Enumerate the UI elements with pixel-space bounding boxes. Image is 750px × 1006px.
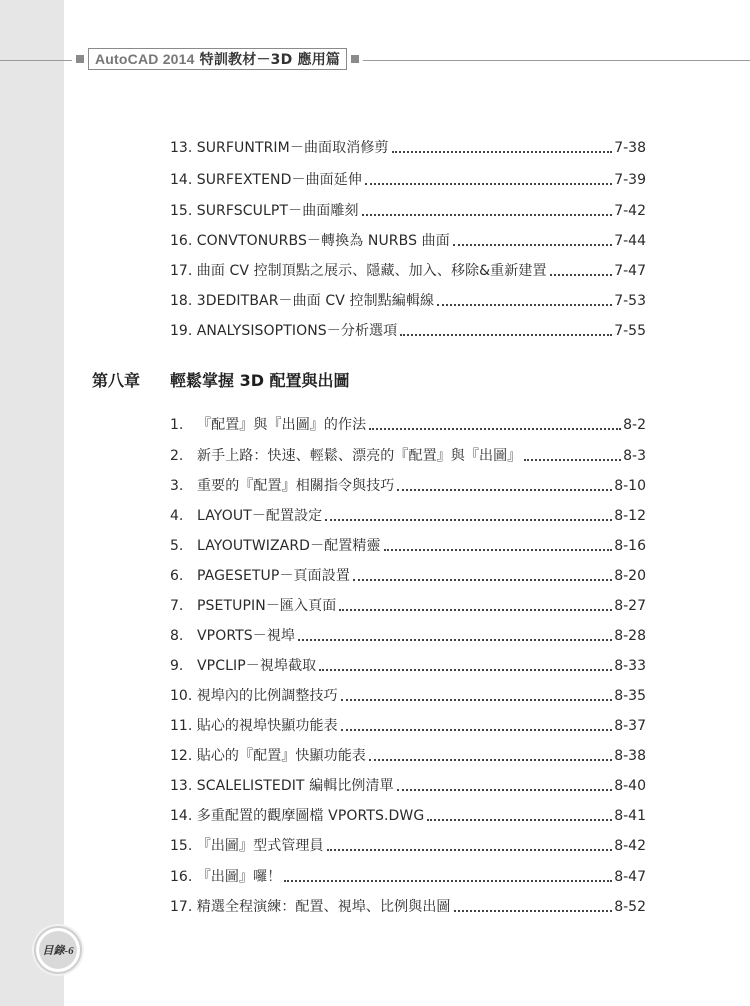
leader-dots <box>369 428 621 430</box>
entry-number: 19. <box>170 323 193 339</box>
entry-number: 17. <box>170 263 193 279</box>
entry-page: 8-28 <box>614 628 646 644</box>
toc-entry <box>170 685 646 705</box>
leader-dots <box>298 639 612 641</box>
leader-dots <box>550 274 613 276</box>
entry-page: 8-37 <box>614 718 646 734</box>
leader-dots <box>341 699 613 701</box>
entry-title: 『配置』與『出圖』的作法 <box>197 417 367 433</box>
toc-entry <box>170 775 646 795</box>
entry-title: LAYOUTWIZARD－配置精靈 <box>197 538 381 554</box>
entry-page: 7-38 <box>614 140 646 156</box>
toc-entry <box>170 320 646 340</box>
entry-number: 15. <box>170 203 193 219</box>
header-square-left <box>76 55 84 63</box>
entry-page: 8-33 <box>614 658 646 674</box>
entry-number: 13. <box>170 140 193 156</box>
toc-entry <box>170 565 646 585</box>
toc-entry <box>170 414 646 434</box>
running-header <box>72 47 363 71</box>
toc-entry <box>170 230 646 250</box>
entry-title: SURFEXTEND－曲面延伸 <box>196 172 362 188</box>
entry-page: 8-42 <box>614 838 646 854</box>
leader-dots <box>325 519 612 521</box>
left-margin-strip <box>0 0 64 1006</box>
entry-title: 新手上路：快速、輕鬆、漂亮的『配置』與『出圖』 <box>197 448 522 464</box>
toc-entry <box>170 866 646 886</box>
toc-entry <box>170 475 646 495</box>
entry-page: 8-2 <box>623 417 646 433</box>
toc-entry <box>170 137 646 157</box>
toc-entry <box>170 805 646 825</box>
chapter-label: 第八章 <box>92 371 141 390</box>
entry-title: 重要的『配置』相關指令與技巧 <box>197 478 395 494</box>
header-square-right <box>351 55 359 63</box>
toc-entry <box>170 595 646 615</box>
entry-number: 10. <box>170 688 193 704</box>
toc-entry <box>170 625 646 645</box>
entry-page: 8-10 <box>614 478 646 494</box>
entry-title: CONVTONURBS－轉換為 NURBS 曲面 <box>196 233 450 249</box>
entry-page: 7-55 <box>614 323 646 339</box>
entry-title: PAGESETUP－頁面設置 <box>197 568 350 584</box>
leader-dots <box>397 789 612 791</box>
entry-number: 16. <box>170 233 193 249</box>
leader-dots <box>284 880 612 882</box>
entry-page: 7-44 <box>614 233 646 249</box>
entry-title: SURFUNTRIM－曲面取消修剪 <box>196 140 389 156</box>
leader-dots <box>453 244 612 246</box>
leader-dots <box>341 729 613 731</box>
entry-title: 視埠內的比例調整技巧 <box>196 688 338 704</box>
entry-title: SCALELISTEDIT 編輯比例清單 <box>196 778 394 794</box>
toc-entry <box>170 896 646 916</box>
entry-number: 9. <box>170 658 184 674</box>
leader-dots <box>365 183 612 185</box>
leader-dots <box>353 579 612 581</box>
leader-dots <box>392 151 613 153</box>
entry-page: 7-53 <box>614 293 646 309</box>
toc-entry <box>170 535 646 555</box>
entry-number: 1. <box>170 417 184 433</box>
toc-entry <box>170 505 646 525</box>
leader-dots <box>397 489 612 491</box>
leader-dots <box>427 819 612 821</box>
entry-page: 7-47 <box>614 263 646 279</box>
toc-entry <box>170 290 646 310</box>
entry-number: 18. <box>170 293 193 309</box>
leader-dots <box>437 304 612 306</box>
toc-entry <box>170 445 646 465</box>
leader-dots <box>400 334 612 336</box>
entry-title: 貼心的『配置』快顯功能表 <box>196 748 366 764</box>
entry-number: 7. <box>170 598 184 614</box>
leader-dots <box>384 549 613 551</box>
entry-page: 8-47 <box>614 869 646 885</box>
leader-dots <box>369 759 612 761</box>
entry-number: 14. <box>170 808 193 824</box>
entry-title: VPCLIP－視埠截取 <box>197 658 317 674</box>
entry-title: 『出圖』型式管理員 <box>196 838 324 854</box>
entry-title: ANALYSISOPTIONS－分析選項 <box>196 323 398 339</box>
entry-page: 7-39 <box>614 172 646 188</box>
entry-number: 4. <box>170 508 184 524</box>
toc-entry <box>170 655 646 675</box>
entry-page: 8-40 <box>614 778 646 794</box>
header-title: 特訓教材－3D 應用篇 <box>199 52 341 68</box>
entry-page: 8-27 <box>614 598 646 614</box>
leader-dots <box>327 849 613 851</box>
leader-dots <box>339 609 612 611</box>
entry-page: 8-41 <box>614 808 646 824</box>
entry-number: 15. <box>170 838 193 854</box>
entry-page: 8-35 <box>614 688 646 704</box>
entry-title: PSETUPIN－匯入頁面 <box>197 598 337 614</box>
entry-title: SURFSCULPT－曲面雕刻 <box>196 203 359 219</box>
entry-title: 多重配置的觀摩圖檔 VPORTS.DWG <box>196 808 425 824</box>
entry-title: LAYOUT－配置設定 <box>197 508 323 524</box>
leader-dots <box>362 214 613 216</box>
toc-entry <box>170 715 646 735</box>
entry-title: 『出圖』囉！ <box>196 869 282 885</box>
entry-title: 3DEDITBAR－曲面 CV 控制點編輯線 <box>196 293 435 309</box>
entry-page: 8-20 <box>614 568 646 584</box>
entry-number: 11. <box>170 718 193 734</box>
leader-dots <box>319 669 612 671</box>
entry-page: 8-38 <box>614 748 646 764</box>
entry-number: 16. <box>170 869 193 885</box>
entry-page: 7-42 <box>614 203 646 219</box>
entry-number: 6. <box>170 568 184 584</box>
leader-dots <box>454 910 613 912</box>
header-title-box <box>88 48 347 70</box>
entry-title: VPORTS－視埠 <box>197 628 296 644</box>
toc-entry <box>170 260 646 280</box>
leader-dots <box>524 459 621 461</box>
entry-number: 17. <box>170 899 193 915</box>
entry-number: 13. <box>170 778 193 794</box>
entry-number: 8. <box>170 628 184 644</box>
entry-title: 貼心的視埠快顯功能表 <box>196 718 338 734</box>
entry-number: 14. <box>170 172 193 188</box>
entry-number: 2. <box>170 448 184 464</box>
entry-page: 8-12 <box>614 508 646 524</box>
entry-page: 8-16 <box>614 538 646 554</box>
toc-entry <box>170 745 646 765</box>
entry-title: 精選全程演練：配置、視埠、比例與出圖 <box>196 899 451 915</box>
entry-title: 曲面 CV 控制頂點之展示、隱藏、加入、移除&重新建置 <box>196 263 547 279</box>
entry-number: 5. <box>170 538 184 554</box>
entry-number: 12. <box>170 748 193 764</box>
entry-page: 8-52 <box>614 899 646 915</box>
chapter-title: 輕鬆掌握 3D 配置與出圖 <box>170 371 350 390</box>
toc-entry <box>170 835 646 855</box>
toc-entry <box>170 169 646 189</box>
toc-entry <box>170 200 646 220</box>
entry-number: 3. <box>170 478 184 494</box>
page-number: 目錄-6 <box>39 931 77 969</box>
header-brand: AutoCAD 2014 <box>95 51 195 67</box>
entry-page: 8-3 <box>623 448 646 464</box>
